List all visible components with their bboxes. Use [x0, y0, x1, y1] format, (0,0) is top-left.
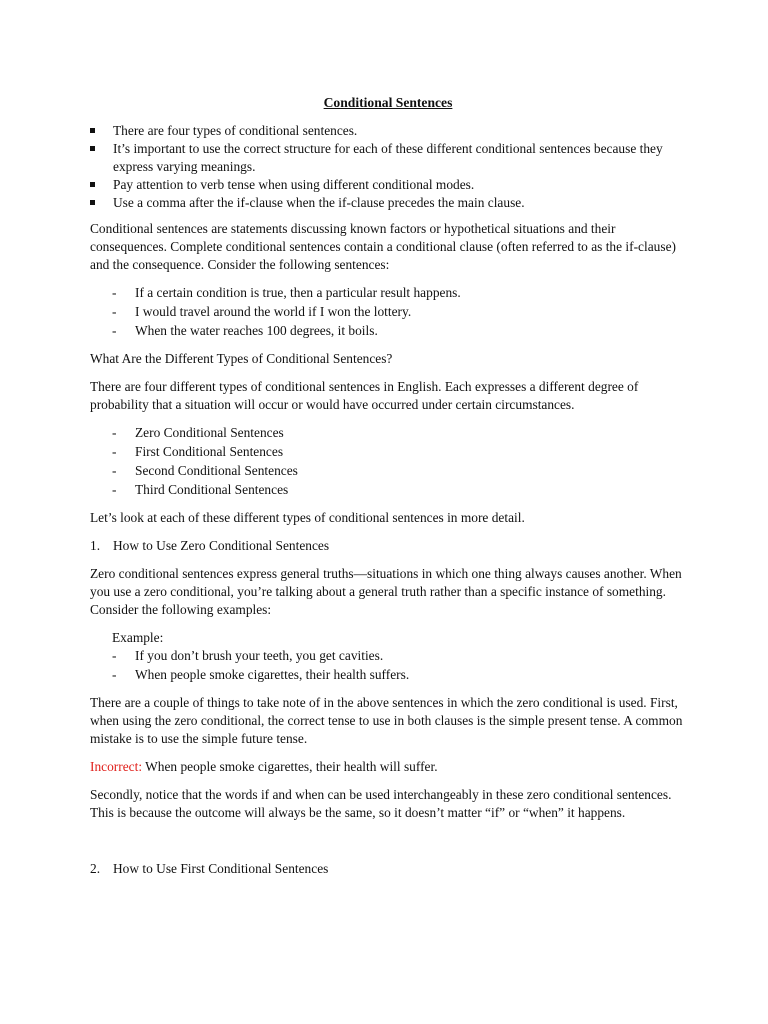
dash-marker: - — [112, 667, 117, 682]
bullet-text: Pay attention to verb tense when using different conditional modes. — [113, 177, 475, 192]
bullet-text: It’s important to use the correct structure for each of these different conditional sentences because they express varying meanings. — [113, 141, 663, 174]
type-text: Second Conditional Sentences — [135, 463, 298, 478]
example-label: Example: — [112, 630, 164, 645]
incorrect-label: Incorrect: — [90, 759, 143, 774]
type-text: Third Conditional Sentences — [135, 482, 289, 497]
section-heading-text: How to Use Zero Conditional Sentences — [113, 538, 330, 553]
dash-marker: - — [112, 482, 117, 497]
section-heading-text: How to Use First Conditional Sentences — [113, 861, 329, 876]
dash-marker: - — [112, 425, 117, 440]
section-2-heading — [90, 860, 686, 878]
square-bullet-icon — [90, 146, 95, 151]
note-paragraph: There are a couple of things to take note of in the above sentences in which the zero conditional is used. First, when using the zero conditional, the correct tense to use in both clauses is the simple present tense. A common mistake is to use the simple future tense. — [90, 695, 683, 746]
type-text: Zero Conditional Sentences — [135, 425, 284, 440]
intro-paragraph: Conditional sentences are statements discussing known factors or hypothetical situations and their consequences. Complete conditional sentences contain a conditional clause (often referred to as the if-clause) and the consequence. Consider the following sentences: — [90, 221, 676, 272]
incorrect-example — [90, 758, 686, 776]
types-list — [90, 424, 686, 499]
page-title: Conditional Sentences — [323, 95, 453, 110]
section-number: 2. — [90, 861, 101, 876]
intro-example-list — [90, 284, 686, 340]
zero-conditional-paragraph: Zero conditional sentences express general truths—situations in which one thing always causes another. When you use a zero conditional, you’re talking about a general truth rather than a specific instance of something. Consider the following examples: — [90, 566, 682, 617]
bullet-text: Use a comma after the if-clause when the if-clause precedes the main clause. — [113, 195, 525, 210]
second-paragraph: Secondly, notice that the words if and when can be used interchangeably in these zero conditional sentences. This is because the outcome will always be the same, so it doesn’t matter “if” or “when” it happens. — [90, 787, 672, 820]
dash-marker: - — [112, 444, 117, 459]
bullet-text: There are four types of conditional sentences. — [113, 123, 358, 138]
example-text: When the water reaches 100 degrees, it boils. — [135, 323, 378, 338]
list-item — [112, 481, 686, 499]
list-item — [112, 424, 686, 442]
list-item — [112, 443, 686, 461]
section-1-heading — [90, 537, 686, 555]
type-text: First Conditional Sentences — [135, 444, 284, 459]
types-paragraph: There are four different types of conditional sentences in English. Each expresses a different degree of probability that a situation will occur or would have occurred under certain circumstances. — [90, 379, 639, 412]
dash-marker: - — [112, 304, 117, 319]
list-item — [112, 462, 686, 480]
example-text: If you don’t brush your teeth, you get cavities. — [135, 648, 384, 663]
zero-example-list — [90, 647, 686, 684]
example-text: I would travel around the world if I won the lottery. — [135, 304, 412, 319]
dash-marker: - — [112, 323, 117, 338]
square-bullet-icon — [90, 128, 95, 133]
types-question: What Are the Different Types of Conditional Sentences? — [90, 351, 393, 366]
list-item — [112, 303, 686, 321]
section-number: 1. — [90, 538, 101, 553]
example-block — [90, 629, 686, 684]
lets-look-paragraph: Let’s look at each of these different types of conditional sentences in more detail. — [90, 510, 525, 525]
list-item — [90, 194, 686, 212]
dash-marker: - — [112, 285, 117, 300]
example-text: When people smoke cigarettes, their health suffers. — [135, 667, 410, 682]
example-text: If a certain condition is true, then a particular result happens. — [135, 285, 461, 300]
list-item — [90, 140, 686, 176]
dash-marker: - — [112, 463, 117, 478]
document-page — [90, 94, 686, 888]
summary-bullet-list — [90, 122, 686, 212]
list-item — [112, 284, 686, 302]
incorrect-text: When people smoke cigarettes, their health will suffer. — [142, 759, 438, 774]
list-item — [112, 647, 686, 665]
dash-marker: - — [112, 648, 117, 663]
square-bullet-icon — [90, 182, 95, 187]
list-item — [90, 122, 686, 140]
square-bullet-icon — [90, 200, 95, 205]
list-item — [90, 176, 686, 194]
spacer — [90, 832, 686, 860]
list-item — [112, 322, 686, 340]
list-item — [112, 666, 686, 684]
